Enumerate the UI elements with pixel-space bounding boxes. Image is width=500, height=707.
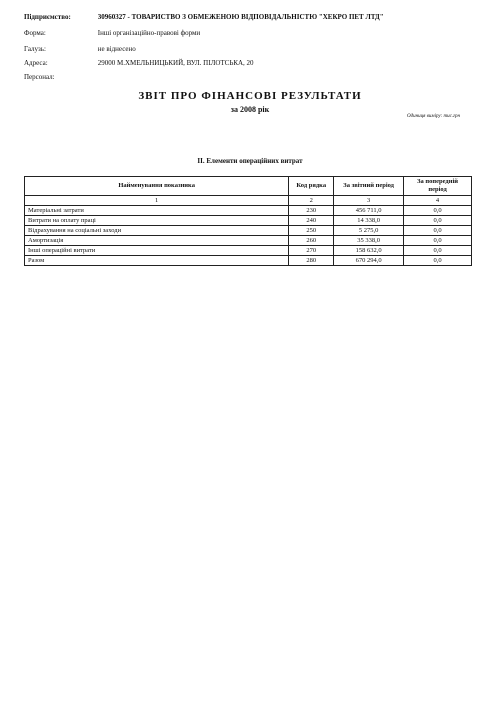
table-row [25, 206, 472, 216]
table-row-total [25, 256, 472, 266]
row-previous: 0,0 [404, 206, 472, 216]
form-value: Інші організаційно-правові форми [97, 29, 201, 37]
row-current: 456 711,0 [334, 206, 404, 216]
table-row [25, 226, 472, 236]
row-name: Відрахування на соціальні заходи [25, 226, 289, 236]
report-period: за 2008 рік [230, 105, 270, 114]
row-previous: 0,0 [404, 256, 472, 266]
column-number: 4 [404, 196, 472, 206]
table-row [25, 246, 472, 256]
column-number: 2 [289, 196, 334, 206]
row-current: 35 338,0 [334, 236, 404, 246]
row-code: 270 [289, 246, 334, 256]
row-previous: 0,0 [404, 236, 472, 246]
section-title: ІІ. Елементи операційних витрат [197, 157, 303, 165]
report-title: ЗВІТ ПРО ФІНАНСОВІ РЕЗУЛЬТАТИ [138, 90, 362, 102]
column-number: 3 [334, 196, 404, 206]
enterprise-value: 30960327 - ТОВАРИСТВО З ОБМЕЖЕНОЮ ВІДПОВІДАЛЬНІСТЮ "ХЕКРО ПЕТ ЛТД" [97, 13, 384, 21]
row-name: Матеріальні затрати [25, 206, 289, 216]
report-units: Одиниця виміру: тис.грн [407, 114, 460, 119]
header-personnel [24, 73, 96, 81]
row-code: 260 [289, 236, 334, 246]
expenses-table [24, 176, 472, 266]
industry-value: не віднесено [97, 45, 136, 53]
personnel-label: Персонал: [24, 73, 55, 81]
row-current: 670 294,0 [334, 256, 404, 266]
row-code: 250 [289, 226, 334, 236]
table-header-row [25, 177, 472, 196]
column-header: Код рядка [289, 177, 334, 196]
column-number: 1 [25, 196, 289, 206]
row-code: 230 [289, 206, 334, 216]
column-header: За звітний період [334, 177, 404, 196]
column-number-row [25, 196, 472, 206]
row-name: Разом [25, 256, 289, 266]
header-enterprise [24, 13, 384, 21]
address-value: 29000 М.ХМЕЛЬНИЦЬКИЙ, ВУЛ. ПІЛОТСЬКА, 20 [97, 59, 254, 67]
enterprise-label: Підприємство: [24, 13, 71, 21]
row-code: 240 [289, 216, 334, 226]
row-name: Витрати на оплату праці [25, 216, 289, 226]
row-previous: 0,0 [404, 246, 472, 256]
row-previous: 0,0 [404, 216, 472, 226]
table-row [25, 216, 472, 226]
header-form [24, 29, 200, 37]
address-label: Адреса: [24, 59, 48, 67]
column-header: За попередній період [404, 177, 472, 196]
row-current: 14 338,0 [334, 216, 404, 226]
row-name: Інші операційні витрати [25, 246, 289, 256]
industry-label: Галузь: [24, 45, 46, 53]
column-header: Найменування показника [25, 177, 289, 196]
row-previous: 0,0 [404, 226, 472, 236]
row-current: 5 275,0 [334, 226, 404, 236]
row-code: 280 [289, 256, 334, 266]
form-label: Форма: [24, 29, 46, 37]
row-name: Амортизація [25, 236, 289, 246]
table-row [25, 236, 472, 246]
row-current: 158 632,0 [334, 246, 404, 256]
header-industry [24, 45, 136, 53]
header-address [24, 59, 254, 67]
